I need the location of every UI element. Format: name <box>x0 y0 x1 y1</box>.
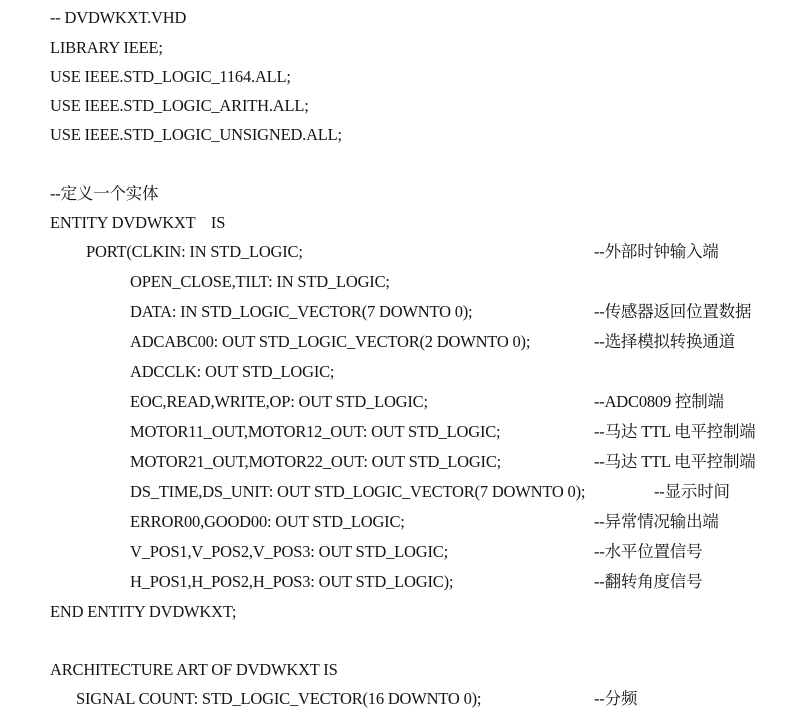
port-line-v-pos: V_POS1,V_POS2,V_POS3: OUT STD_LOGIC; <box>130 542 448 561</box>
port-comment-h-pos: --翻转角度信号 <box>594 572 703 591</box>
entity-declaration: ENTITY DVDWKXT IS <box>50 213 226 232</box>
port-comment-clkin: --外部时钟输入端 <box>594 242 719 261</box>
port-line-adcclk: ADCCLK: OUT STD_LOGIC; <box>130 362 335 381</box>
port-comment-motor1: --马达 TTL 电平控制端 <box>594 422 756 441</box>
port-line-error00: ERROR00,GOOD00: OUT STD_LOGIC; <box>130 512 405 531</box>
port-line-h-pos: H_POS1,H_POS2,H_POS3: OUT STD_LOGIC); <box>130 572 454 591</box>
port-line-ds-time: DS_TIME,DS_UNIT: OUT STD_LOGIC_VECTOR(7 DOWNTO 0); <box>130 482 586 501</box>
port-comment-v-pos: --水平位置信号 <box>594 542 703 561</box>
file-header-comment: -- DVDWKXT.VHD <box>50 8 187 27</box>
signal-comment: --分频 <box>594 689 638 708</box>
port-comment-ds-time: --显示时间 <box>654 482 730 501</box>
use-statement-1164: USE IEEE.STD_LOGIC_1164.ALL; <box>50 67 291 86</box>
signal-declaration: SIGNAL COUNT: STD_LOGIC_VECTOR(16 DOWNTO 0); <box>76 689 482 708</box>
port-line-clkin: PORT(CLKIN: IN STD_LOGIC; <box>86 242 303 261</box>
port-line-adcabc00: ADCABC00: OUT STD_LOGIC_VECTOR(2 DOWNTO 0); <box>130 332 531 351</box>
port-line-data: DATA: IN STD_LOGIC_VECTOR(7 DOWNTO 0); <box>130 302 473 321</box>
port-comment-data: --传感器返回位置数据 <box>594 302 752 321</box>
end-entity-statement: END ENTITY DVDWKXT; <box>50 602 237 621</box>
architecture-declaration: ARCHITECTURE ART OF DVDWKXT IS <box>50 660 338 679</box>
port-comment-motor2: --马达 TTL 电平控制端 <box>594 452 756 471</box>
port-line-eoc: EOC,READ,WRITE,OP: OUT STD_LOGIC; <box>130 392 428 411</box>
port-comment-adcabc00: --选择模拟转换通道 <box>594 332 735 351</box>
library-statement: LIBRARY IEEE; <box>50 38 163 57</box>
use-statement-arith: USE IEEE.STD_LOGIC_ARITH.ALL; <box>50 96 309 115</box>
port-comment-eoc: --ADC0809 控制端 <box>594 392 724 411</box>
port-line-open-close: OPEN_CLOSE,TILT: IN STD_LOGIC; <box>130 272 390 291</box>
define-entity-comment: --定义一个实体 <box>50 184 159 203</box>
port-comment-error00: --异常情况输出端 <box>594 512 719 531</box>
use-statement-unsigned: USE IEEE.STD_LOGIC_UNSIGNED.ALL; <box>50 125 342 144</box>
port-line-motor2: MOTOR21_OUT,MOTOR22_OUT: OUT STD_LOGIC; <box>130 452 502 471</box>
port-line-motor1: MOTOR11_OUT,MOTOR12_OUT: OUT STD_LOGIC; <box>130 422 501 441</box>
